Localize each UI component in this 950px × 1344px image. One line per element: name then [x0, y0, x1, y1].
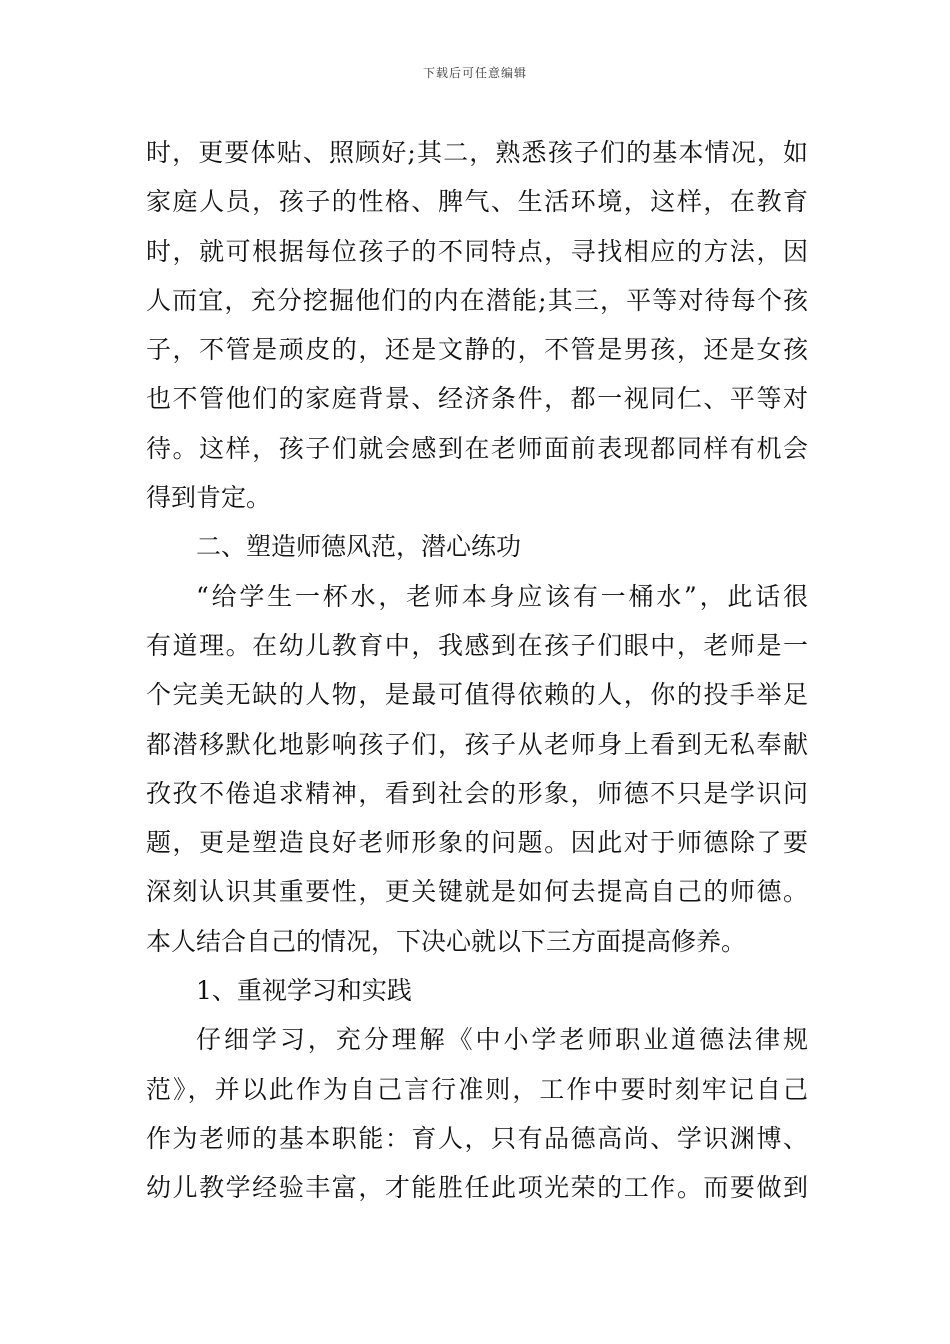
text-line: 都潜移默化地影响孩子们，孩子从老师身上看到无私奉献	[146, 729, 808, 759]
text-line: 题，更是塑造良好老师形象的问题。因此对于师德除了要	[146, 828, 808, 858]
text-line: 待。这样，孩子们就会感到在老师面前表现都同样有机会	[146, 433, 808, 463]
page-header: 下载后可任意编辑	[422, 66, 527, 80]
text-line: 时，更要体贴、照顾好;其二，熟悉孩子们的基本情况，如	[146, 138, 808, 167]
text-line: 二、塑造师德风范，潜心练功	[196, 532, 522, 562]
text-line: “给学生一杯水，老师本身应该有一桶水”，此话很	[196, 581, 808, 611]
text-line: 子，不管是顽皮的，还是文静的，不管是男孩，还是女孩	[146, 335, 808, 365]
text-line: 个完美无缺的人物，是最可值得依赖的人，你的投手举足	[146, 680, 808, 710]
text-line: 仔细学习，充分理解《中小学老师职业道德法律规	[196, 1025, 808, 1055]
text-line: 1、重视学习和实践	[196, 976, 412, 1006]
text-line: 人而宜，充分挖掘他们的内在潜能;其三，平等对待每个孩	[146, 285, 808, 315]
text-line: 本人结合自己的情况，下决心就以下三方面提高修养。	[146, 926, 747, 956]
text-line: 深刻认识其重要性，更关键就是如何去提高自己的师德。	[146, 877, 808, 907]
text-line: 作为老师的基本职能：育人，只有品德高尚、学识渊博、	[146, 1123, 808, 1153]
text-line: 也不管他们的家庭背景、经济条件，都一视同仁、平等对	[146, 384, 808, 414]
text-line: 孜孜不倦追求精神，看到社会的形象，师德不只是学识问	[146, 778, 808, 808]
text-line: 幼儿教学经验丰富，才能胜任此项光荣的工作。而要做到	[146, 1173, 808, 1203]
text-line: 家庭人员，孩子的性格、脾气、生活环境，这样，在教育	[146, 187, 808, 217]
text-line: 有道理。在幼儿教育中，我感到在孩子们眼中，老师是一	[146, 630, 808, 660]
text-line: 时，就可根据每位孩子的不同特点，寻找相应的方法，因	[146, 236, 808, 266]
text-line: 得到肯定。	[146, 483, 272, 513]
document-body	[146, 128, 808, 1213]
text-line: 范》，并以此作为自己言行准则，工作中要时刻牢记自己	[146, 1074, 808, 1104]
